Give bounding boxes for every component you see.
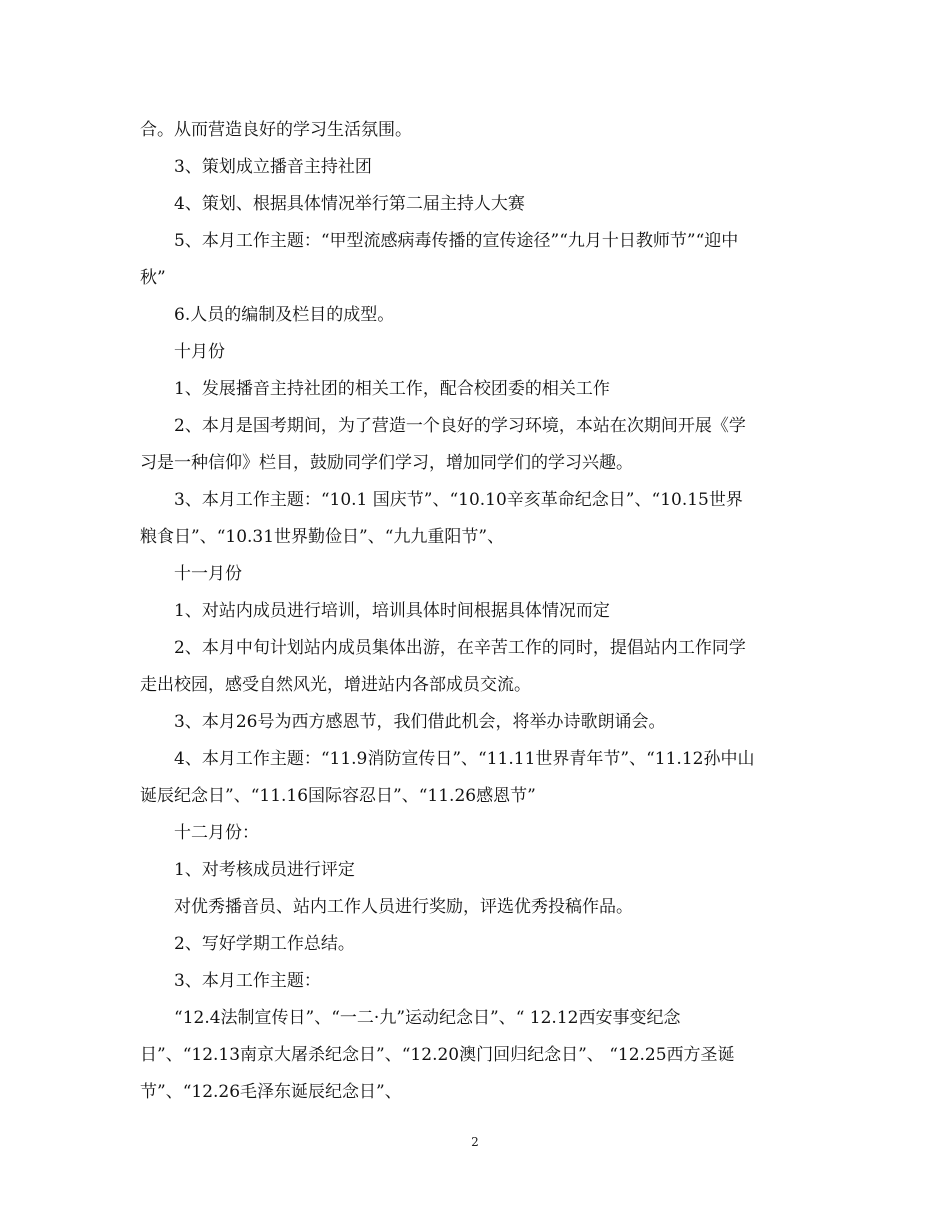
paragraph-line: 2、本月是国考期间，为了营造一个良好的学习环境，本站在次期间开展《学 <box>174 416 746 436</box>
paragraph-line: 6.人员的编制及栏目的成型。 <box>174 305 395 325</box>
paragraph-line: 对优秀播音员、站内工作人员进行奖励，评选优秀投稿作品。 <box>174 897 633 917</box>
section-heading-october: 十月份 <box>174 342 225 362</box>
document-body <box>140 112 810 1111</box>
paragraph-line: 4、本月工作主题：“11.9消防宣传日”、“11.11世界青年节”、“11.12孙中山 <box>174 749 755 769</box>
paragraph-line: 3、本月26号为西方感恩节，我们借此机会，将举办诗歌朗诵会。 <box>174 712 666 732</box>
paragraph-line: 2、写好学期工作总结。 <box>174 934 355 954</box>
paragraph-line: “12.4法制宣传日”、“一二·九”运动纪念日”、“ 12.12西安事变纪念 <box>174 1008 681 1028</box>
paragraph-line: 粮食日”、“10.31世界勤俭日”、“九九重阳节”、 <box>140 527 505 547</box>
page-number: 2 <box>471 1135 479 1149</box>
paragraph-line: 节”、“12.26毛泽东诞辰纪念日”、 <box>140 1082 402 1102</box>
paragraph-line: 5、本月工作主题：“甲型流感病毒传播的宣传途径”“九月十日教师节”“迎中 <box>174 231 739 251</box>
paragraph-line: 秋” <box>140 268 166 288</box>
paragraph-line: 2、本月中旬计划站内成员集体出游，在辛苦工作的同时，提倡站内工作同学 <box>174 638 746 658</box>
paragraph-line: 1、对考核成员进行评定 <box>174 860 355 880</box>
paragraph-line: 诞辰纪念日”、“11.16国际容忍日”、“11.26感恩节” <box>140 786 536 806</box>
paragraph-line: 3、本月工作主题：“10.1 国庆节”、“10.10辛亥革命纪念日”、“10.15世界 <box>174 490 743 510</box>
paragraph-line: 4、策划、根据具体情况举行第二届主持人大赛 <box>174 194 525 214</box>
paragraph-line: 走出校园，感受自然风光，增进站内各部成员交流。 <box>140 675 531 695</box>
section-heading-december: 十二月份： <box>174 823 259 843</box>
paragraph-line: 习是一种信仰》栏目，鼓励同学们学习，增加同学们的学习兴趣。 <box>140 453 633 473</box>
paragraph-line: 3、策划成立播音主持社团 <box>174 157 372 177</box>
paragraph-line: 1、发展播音主持社团的相关工作，配合校团委的相关工作 <box>174 379 610 399</box>
section-heading-november: 十一月份 <box>174 564 242 584</box>
paragraph-line: 3、本月工作主题： <box>174 971 321 991</box>
paragraph-line: 1、对站内成员进行培训，培训具体时间根据具体情况而定 <box>174 601 610 621</box>
paragraph-line: 合。从而营造良好的学习生活氛围。 <box>140 120 412 140</box>
paragraph-line: 日”、“12.13南京大屠杀纪念日”、“12.20澳门回归纪念日”、 “12.25西方圣诞 <box>140 1045 735 1065</box>
